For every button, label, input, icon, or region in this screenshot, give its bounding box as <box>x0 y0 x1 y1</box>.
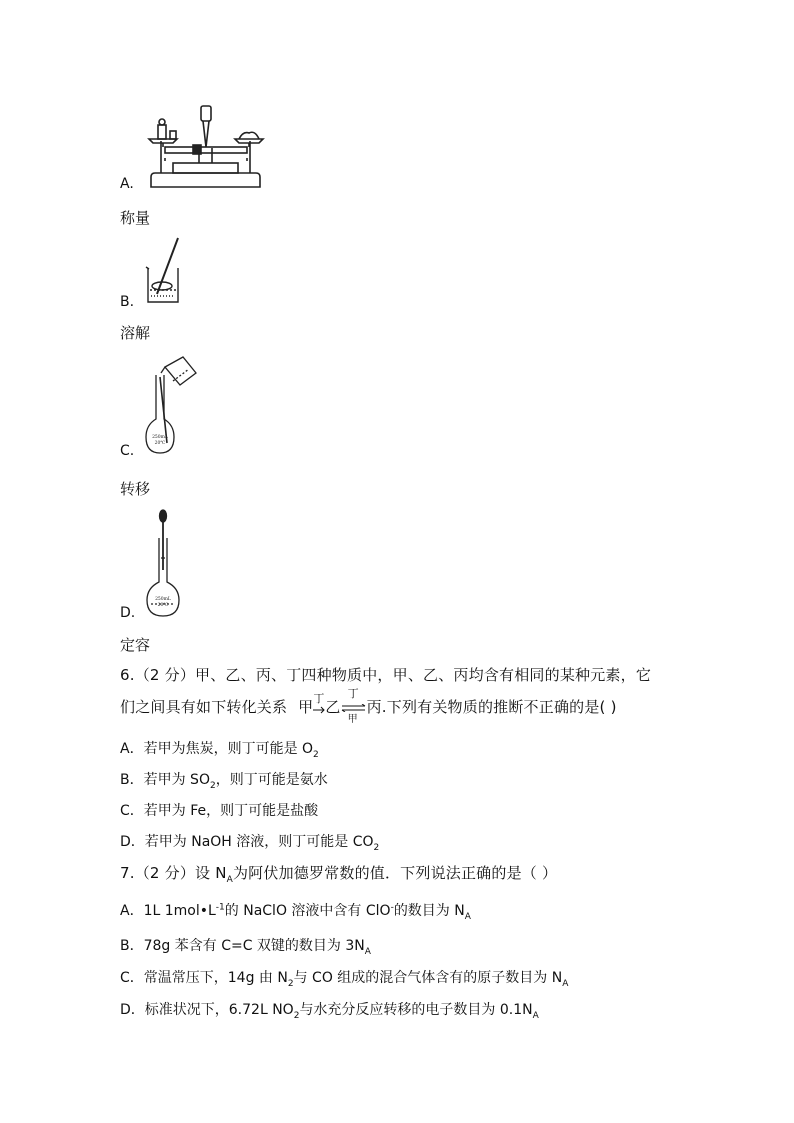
flask-label-line2: 20℃ <box>157 603 169 608</box>
q6-chain-b: 乙 <box>325 698 341 716</box>
option-a-letter: A. <box>120 176 134 192</box>
q6-stem-line2 <box>120 686 617 725</box>
q6-option-b: B．若甲为 $SO_2$，则丁可能是氨水 <box>120 772 328 791</box>
option-a-caption: 称量 <box>120 209 151 227</box>
option-c-letter: C. <box>120 443 135 459</box>
flask-label-line1: 250mL <box>155 597 171 602</box>
q7-option-d: D．标准状况下，6.72L $NO_2$与水充分反应转移的电子数目为 $0.1N_A$ <box>120 1002 539 1021</box>
q6-chain-c: 丙 <box>366 698 382 716</box>
q6-option-d: D．若甲为 NaOH 溶液，则丁可能是 $CO_2$ <box>120 834 380 853</box>
q7-option-c: C．常温常压下，14g 由 $N_2$与 CO 组成的混合气体含有的原子数目为 $N_A$ <box>120 970 569 989</box>
q7-option-a: A．1L $1mol•L^{-1}$的 NaClO 溶液中含有 ClO-的数目为 $N_A$ <box>120 902 471 922</box>
option-d-caption: 定容 <box>120 636 151 654</box>
q7-option-b: B．78g 苯含有 C=C 双键的数目为 $3N_A$ <box>120 938 371 957</box>
q6-stem-line2-pre: 们之间具有如下转化关系 <box>120 698 288 716</box>
q6-stem-line1: 6.（2 分）甲、乙、丙、丁四种物质中，甲、乙、丙均含有相同的某种元素，它 <box>120 666 652 684</box>
beaker-stir-icon <box>143 234 188 306</box>
option-b-letter: B. <box>120 294 135 310</box>
q6-arrow1-top: 丁 <box>313 691 325 705</box>
q6-arrow2-bottom: 甲 <box>347 713 358 725</box>
volumetric-flask-dropper-icon <box>143 508 188 620</box>
option-b-caption: 溶解 <box>120 324 151 342</box>
q7-stem: 7.（2 分）设 $N_A$为阿伏加德罗常数的值．下列说法正确的是（ ） <box>120 864 558 885</box>
balance-scale-icon <box>143 103 268 191</box>
q6-arrow-1 <box>313 691 325 718</box>
q6-stem-line2-post: .下列有关物质的推断不正确的是( ) <box>381 698 617 716</box>
q6-arrow2-top: 丁 <box>347 686 359 700</box>
q6-option-a: A．若甲为焦炭，则丁可能是 $O_2$ <box>120 741 319 760</box>
right-arrow-icon <box>313 706 325 714</box>
q6-chain-a: 甲 <box>298 698 314 716</box>
option-c-caption: 转移 <box>120 480 151 498</box>
flask-label-line2: 20℃ <box>154 441 166 446</box>
q6-option-c: C．若甲为 Fe，则丁可能是盐酸 <box>120 803 319 819</box>
q6-arrow-2 <box>341 686 367 725</box>
option-d-letter: D. <box>120 605 136 621</box>
volumetric-flask-pour-icon <box>143 355 201 457</box>
flask-label-line1: 250mL <box>152 435 168 440</box>
